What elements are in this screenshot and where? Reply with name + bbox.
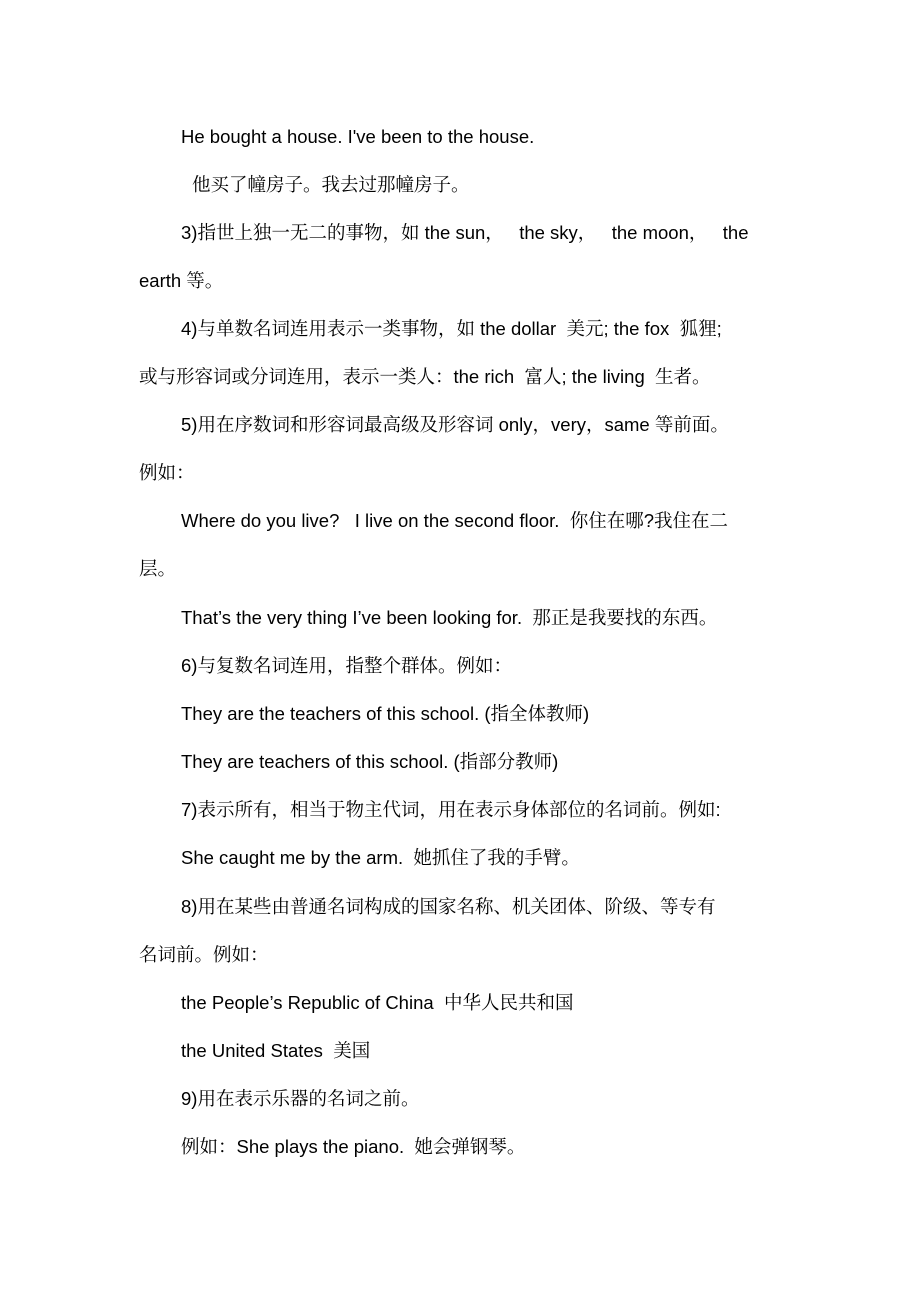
text-line: They are the teachers of this school. (指全体教师) [181,703,590,724]
text-line: earth 等。 [139,270,224,291]
text-line: 名词前。例如： [139,944,269,965]
text-line: 6)与复数名词连用，指整个群体。例如： [181,655,512,676]
text-line: 5)用在序数词和形容词最高级及形容词 only，very，same 等前面。 [181,414,729,435]
text-line: 例如：She plays the piano. 她会弹钢琴。 [181,1136,526,1157]
text-line: 8)用在某些由普通名词构成的国家名称、机关团体、阶级、等专有 [181,896,716,917]
text-line: Where do you live? I live on the second floor. 你住在哪?我住在二 [181,510,729,531]
text-line: 或与形容词或分词连用，表示一类人：the rich 富人; the living 生者。 [139,366,711,387]
text-line: 例如： [139,462,195,483]
text-line: 3)指世上独一无二的事物，如 the sun， the sky， the moon， the [181,222,749,243]
text-line: 4)与单数名词连用表示一类事物，如 the dollar 美元; the fox 狐狸; [181,318,722,339]
text-line: That’s the very thing I’ve been looking for. 那正是我要找的东西。 [181,607,718,628]
text-line: 7)表示所有，相当于物主代词，用在表示身体部位的名词前。例如: [181,799,721,820]
text-line: 9)用在表示乐器的名词之前。 [181,1088,420,1109]
text-line: They are teachers of this school. (指部分教师) [181,751,559,772]
text-line: He bought a house. I've been to the house. [181,126,535,147]
text-line: She caught me by the arm. 她抓住了我的手臂。 [181,847,580,868]
text-line: 层。 [139,558,177,579]
text-line: the People’s Republic of China 中华人民共和国 [181,992,574,1013]
text-line: 他买了幢房子。我去过那幢房子。 [192,174,470,195]
text-line: the United States 美国 [181,1040,371,1061]
